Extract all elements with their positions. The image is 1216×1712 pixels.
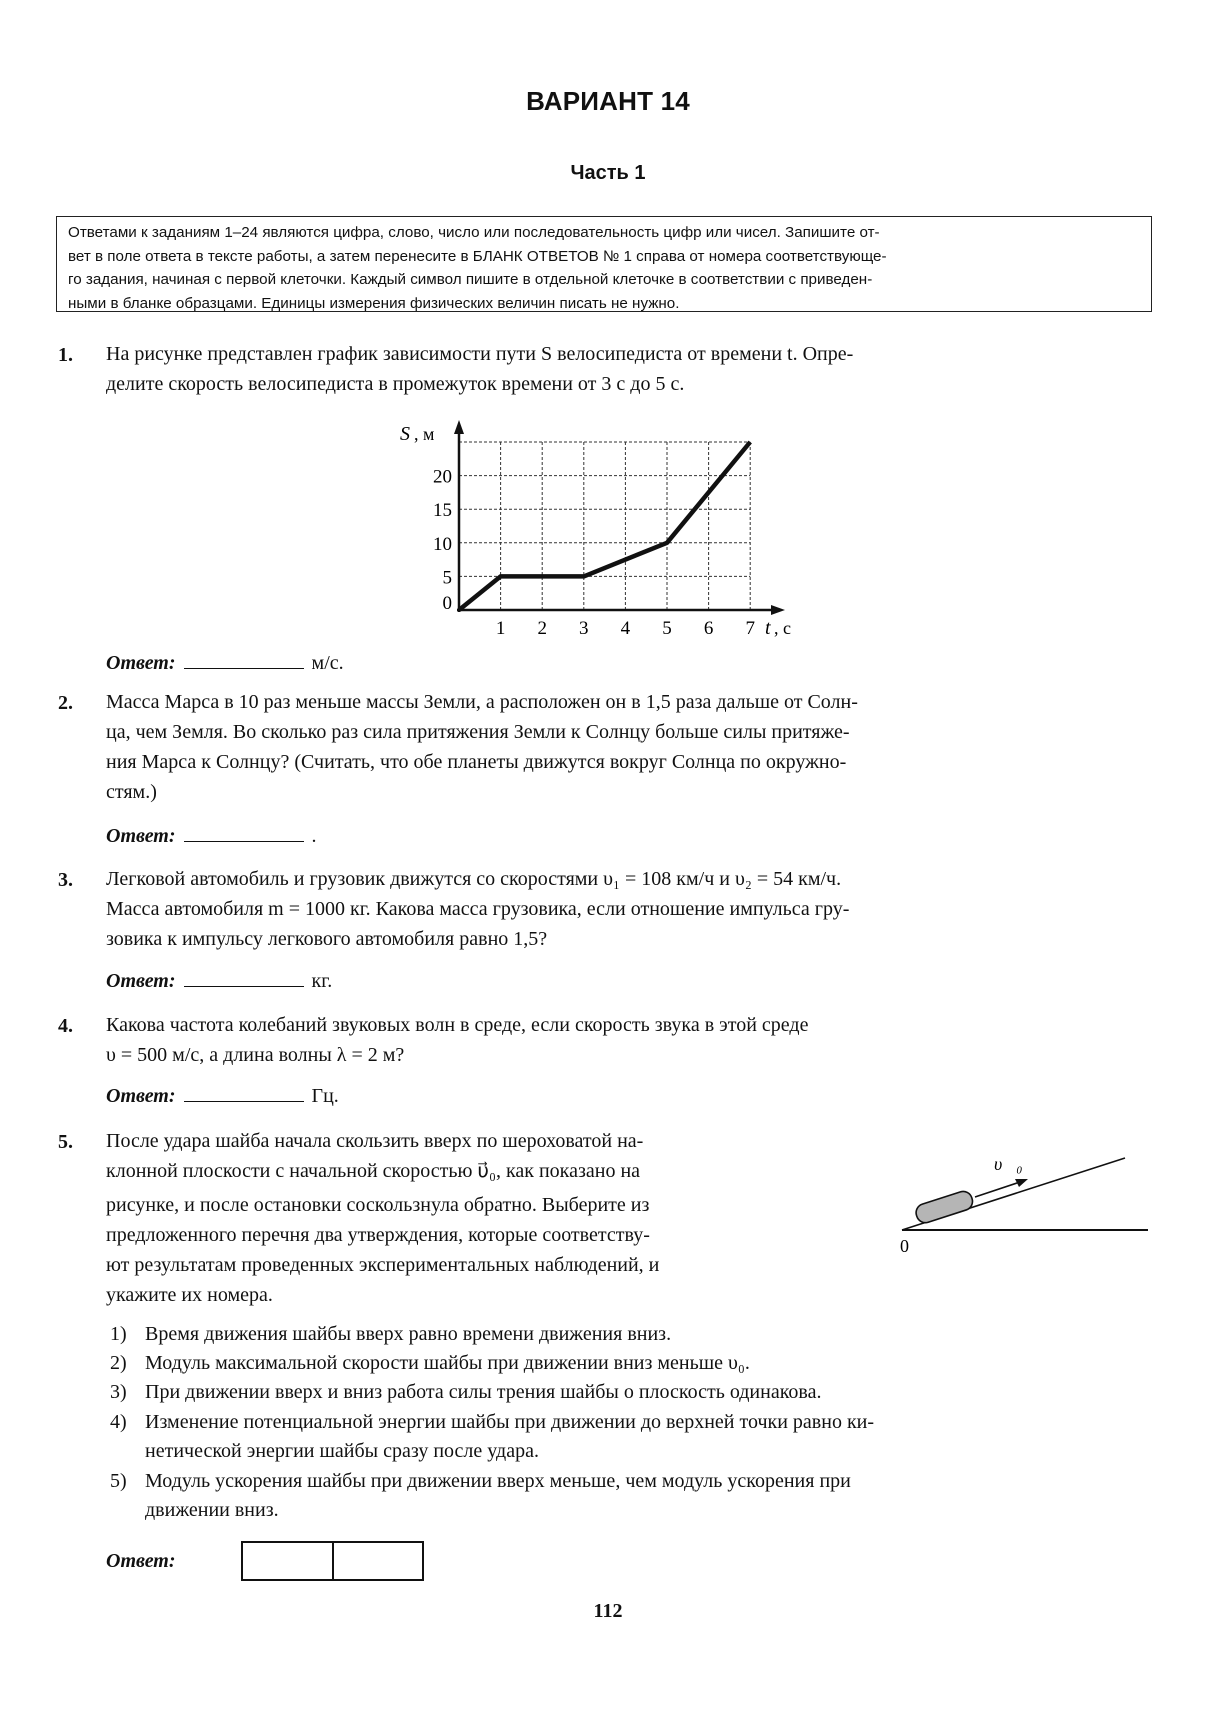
option-4-cont: нетической энергии шайбы сразу после удара.	[145, 1440, 539, 1462]
y-axis-arrow	[454, 420, 464, 434]
answer-field[interactable]	[184, 968, 304, 987]
part-heading: Часть 1	[570, 162, 646, 184]
answer-label: Ответ:	[106, 652, 176, 674]
question-3-line: Масса автомобиля m = 1000 кг. Какова масса грузовика, если отношение импульса гру-	[106, 898, 850, 920]
answer-field[interactable]	[184, 1083, 304, 1102]
question-2-line: ца, чем Земля. Во сколько раз сила притяжения Земли к Солнцу больше силы притяже-	[106, 721, 850, 743]
question-5-answer-label	[106, 1550, 176, 1573]
answer-field[interactable]	[184, 823, 304, 842]
x-axis-unit: , с	[774, 618, 791, 638]
instructions-line: ными в бланке образцами. Единицы измерения физических величин писать не нужно.	[68, 294, 680, 312]
answer-label: Ответ:	[106, 1085, 176, 1107]
option-1: 1) Время движения шайбы вверх равно времени движения вниз.	[110, 1323, 672, 1345]
option-5: 5) Модуль ускорения шайбы при движении вверх меньше, чем модуль ускорения при	[110, 1470, 851, 1492]
x-tick-label: 2	[537, 618, 547, 639]
option-3: 3) При движении вверх и вниз работа силы трения шайбы о плоскость одинакова.	[110, 1381, 822, 1403]
instructions-line: го задания, начиная с первой клеточки. Каждый символ пишите в отдельной клеточке в соответствии с приведен-	[68, 271, 873, 288]
chart-grid	[459, 442, 750, 610]
question-5-line: рисунке, и после остановки соскользнула обратно. Выберите из	[106, 1194, 650, 1216]
question-2-line: Масса Марса в 10 раз меньше массы Земли, а расположен он в 1,5 раза дальше от Солн-	[106, 691, 858, 713]
question-4-answer	[106, 1083, 339, 1108]
page-number: 112	[593, 1600, 623, 1622]
option-5-cont: движении вниз.	[145, 1499, 279, 1521]
instructions-box	[56, 216, 1152, 312]
question-2-line: стям.)	[106, 781, 157, 803]
option-2: 2) Модуль максимальной скорости шайбы при движении вниз меньше υ₀.	[110, 1352, 750, 1374]
question-5-line: ют результатам проведенных экспериментальных наблюдений, и	[106, 1254, 660, 1276]
question-1-answer	[106, 650, 344, 675]
answer-cell[interactable]	[334, 1543, 423, 1579]
x-tick-label: 5	[662, 618, 672, 639]
question-5-line: укажите их номера.	[106, 1284, 273, 1306]
x-axis-arrow	[771, 605, 785, 615]
distance-time-chart	[380, 415, 820, 640]
question-1-number: 1.	[58, 344, 73, 366]
y-tick-label: 0	[442, 593, 452, 614]
x-tick-label: 1	[495, 618, 506, 639]
x-axis-label: t	[765, 617, 771, 639]
page-title: ВАРИАНТ 14	[526, 86, 690, 116]
inclined-plane-figure	[880, 1130, 1180, 1260]
answer-cells	[241, 1541, 424, 1581]
question-2-line: ния Марса к Солнцу? (Считать, что обе планеты движутся вокруг Солнца по окружно-	[106, 751, 847, 773]
data-series-line	[459, 442, 750, 610]
answer-unit: .	[311, 825, 317, 847]
question-1-line: делите скорость велосипедиста в промежуток времени от 3 с до 5 с.	[106, 373, 685, 395]
x-tick-label: 3	[579, 618, 589, 639]
question-4-line: υ = 500 м/с, а длина волны λ = 2 м?	[106, 1044, 405, 1066]
answer-unit: Гц.	[311, 1085, 339, 1107]
question-5-line: После удара шайба начала скользить вверх по шероховатой на-	[106, 1130, 644, 1152]
question-5-line: клонной плоскости с начальной скоростью υ⃗₀, как показано на	[106, 1160, 641, 1182]
puck	[914, 1189, 975, 1225]
instructions-line: Ответами к заданиям 1–24 являются цифра, слово, число или последовательность цифр или чисел. Запишите от-	[68, 224, 880, 241]
question-3-number: 3.	[58, 869, 73, 891]
answer-label: Ответ:	[106, 825, 176, 847]
question-4-line: Какова частота колебаний звуковых волн в среде, если скорость звука в этой среде	[106, 1014, 809, 1036]
y-tick-label: 10	[433, 533, 452, 555]
answer-cell[interactable]	[243, 1543, 334, 1579]
question-2-number: 2.	[58, 692, 73, 714]
option-4: 4) Изменение потенциальной энергии шайбы при движении до верхней точки равно ки-	[110, 1411, 875, 1433]
answer-unit: м/с.	[311, 652, 344, 674]
question-3-answer	[106, 968, 332, 993]
y-tick-label: 5	[442, 567, 452, 589]
y-tick-label: 15	[433, 500, 452, 522]
question-2-answer	[106, 823, 317, 848]
answer-field[interactable]	[184, 650, 304, 669]
question-1-line: На рисунке представлен график зависимости пути S велосипедиста от времени t. Опре-	[106, 343, 854, 365]
origin-label: 0	[900, 1236, 909, 1256]
answer-unit: кг.	[311, 970, 333, 992]
y-axis-unit: , м	[414, 424, 435, 444]
question-3-line: зовика к импульсу легкового автомобиля равно 1,5?	[106, 928, 548, 950]
x-tick-label: 6	[703, 618, 714, 639]
y-axis-label: S	[400, 423, 410, 445]
x-tick-label: 4	[620, 618, 631, 639]
question-5-line: предложенного перечня два утверждения, которые соответству-	[106, 1224, 650, 1246]
x-tick-label: 7	[745, 618, 755, 639]
question-3-line: Легковой автомобиль и грузовик движутся со скоростями υ₁ = 108 км/ч и υ₂ = 54 км/ч.	[106, 868, 842, 890]
answer-label: Ответ:	[106, 970, 176, 992]
instructions-line: вет в поле ответа в тексте работы, а затем перенесите в БЛАНК ОТВЕТОВ № 1 справа от номера соответствующе-	[68, 247, 887, 265]
y-tick-label: 20	[433, 466, 452, 488]
question-5-number: 5.	[58, 1131, 73, 1153]
answer-label: Ответ:	[106, 1550, 176, 1572]
velocity-label: υ⃗₀	[994, 1154, 1023, 1174]
question-4-number: 4.	[58, 1015, 73, 1037]
